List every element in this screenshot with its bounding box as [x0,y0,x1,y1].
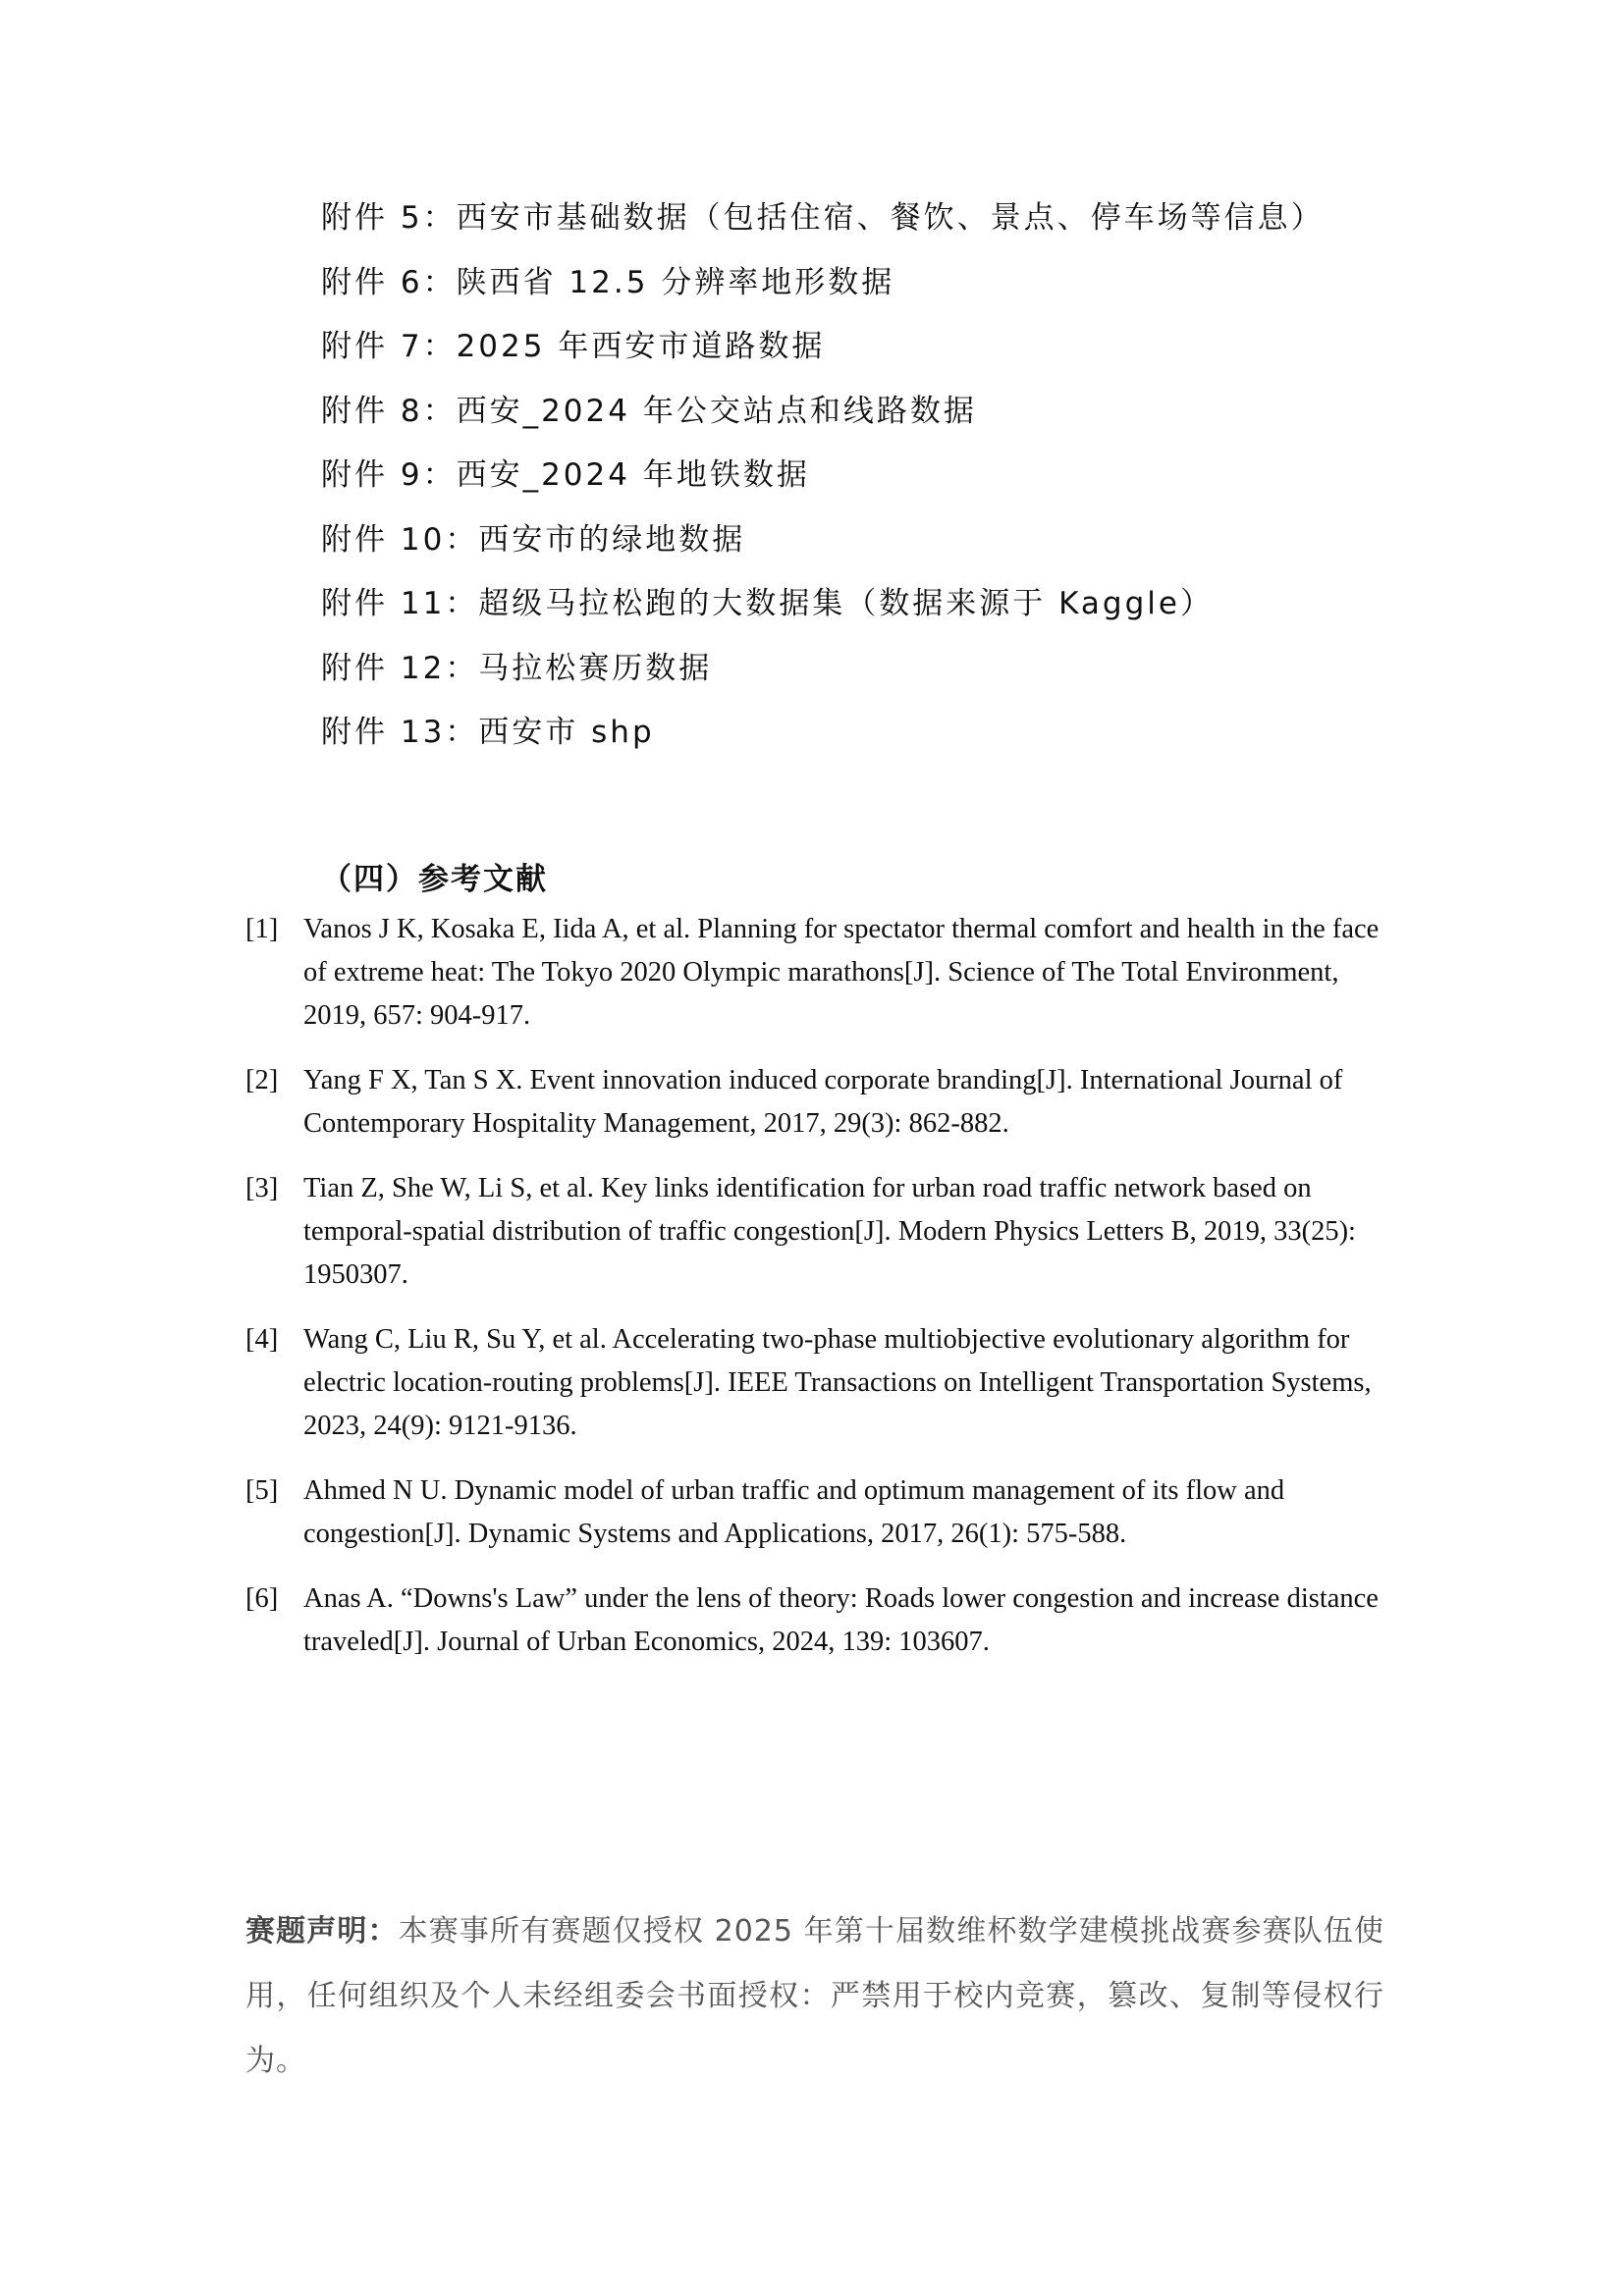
reference-number: [4] [245,1324,279,1355]
reference-item [245,908,1384,1038]
attachment-item: 附件 10：西安市的绿地数据 [321,522,746,558]
statement-text: 本赛事所有赛题仅授权 2025 年第十届数维杯数学建模挑战赛参赛队伍使用，任何组织及个人未经组委会书面授权：严禁用于校内竞赛，篡改、复制等侵权行为。 [245,1914,1384,2078]
statement-label: 赛题声明： [245,1914,399,1949]
reference-text: Tian Z, She W, Li S, et al. Key links identification for urban road traffic network based on temporal-spatial distribution of traffic congestion[J]. Modern Physics Letters B, 2019, 33(25): 1950307. [303,1173,1356,1290]
reference-number: [1] [245,914,279,944]
attachment-item: 附件 12：马拉松赛历数据 [321,651,713,686]
reference-item [245,1469,1384,1556]
attachment-item: 附件 8：西安_2024 年公交站点和线路数据 [321,394,977,429]
reference-item [245,1577,1384,1664]
references-heading: （四）参考文献 [321,862,548,897]
reference-number: [2] [245,1065,279,1095]
copyright-statement [245,1899,1384,2094]
reference-text: Ahmed N U. Dynamic model of urban traffic and optimum management of its flow and congestion[J]. Dynamic Systems and Applications, 2017, 26(1): 575-588. [303,1475,1285,1549]
reference-text: Vanos J K, Kosaka E, Iida A, et al. Planning for spectator thermal comfort and health in the face of extreme heat: The Tokyo 2020 Olympic marathons[J]. Science of The Total Environment, 2019, 657: 904-917. [303,914,1380,1031]
reference-text: Anas A. “Downs's Law” under the lens of theory: Roads lower congestion and increase distance traveled[J]. Journal of Urban Economics, 2024, 139: 103607. [303,1583,1379,1657]
reference-list [245,908,1384,1685]
reference-item [245,1059,1384,1146]
attachment-item: 附件 5：西安市基础数据（包括住宿、餐饮、景点、停车场等信息） [321,200,1325,236]
reference-item [245,1318,1384,1448]
reference-number: [5] [245,1475,279,1506]
reference-text: Yang F X, Tan S X. Event innovation induced corporate branding[J]. International Journal of Contemporary Hospitality Management, 2017, 29(3): 862-882. [303,1065,1343,1139]
attachment-item: 附件 7：2025 年西安市道路数据 [321,329,826,364]
attachment-item: 附件 13：西安市 shp [321,715,655,750]
reference-text: Wang C, Liu R, Su Y, et al. Accelerating two-phase multiobjective evolutionary algorithm for electric location-routing problems[J]. IEEE Transactions on Intelligent Transportation Systems, 2023, 24(9): 9121-9136. [303,1324,1372,1441]
attachment-item: 附件 6：陕西省 12.5 分辨率地形数据 [321,265,895,300]
attachment-item: 附件 11：超级马拉松跑的大数据集（数据来源于 Kaggle） [321,586,1214,621]
reference-number: [3] [245,1173,279,1203]
attachment-item: 附件 9：西安_2024 年地铁数据 [321,457,810,493]
reference-item [245,1167,1384,1297]
reference-number: [6] [245,1583,279,1614]
